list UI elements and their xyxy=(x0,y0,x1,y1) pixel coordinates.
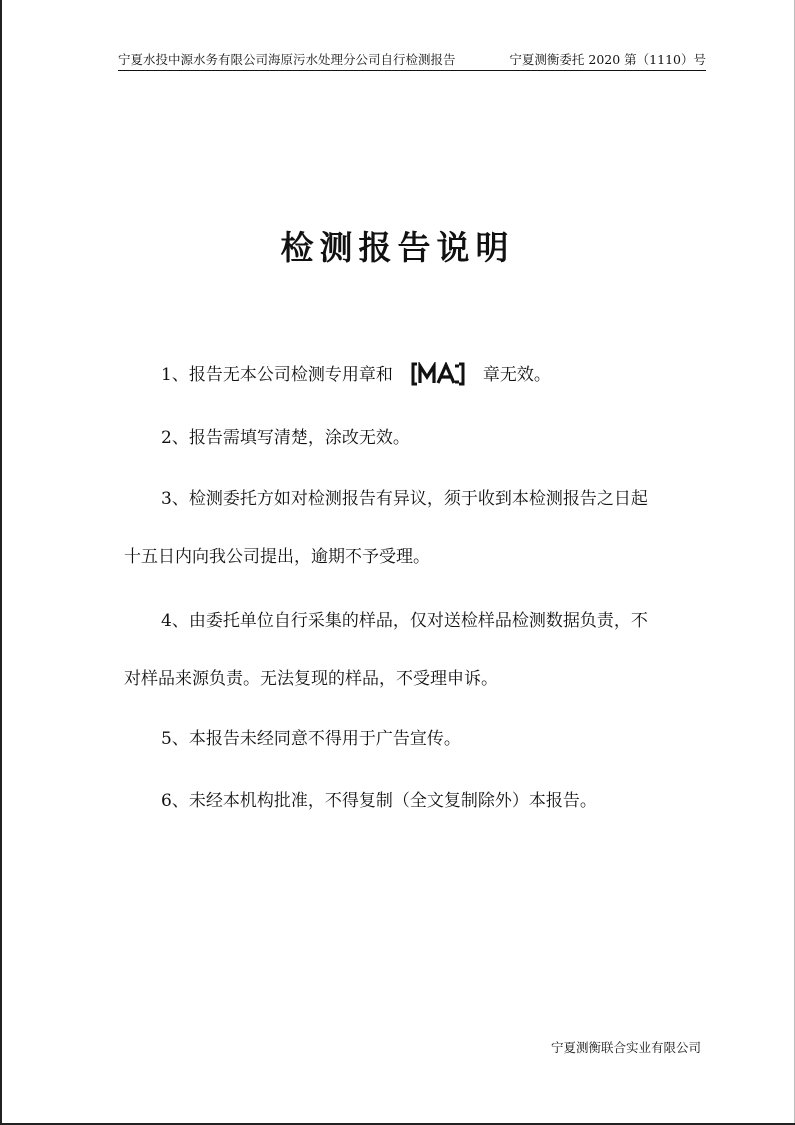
cma-mark-icon xyxy=(411,362,465,386)
header-rule xyxy=(118,70,706,71)
note-item-4-line-2: 对样品来源负责。无法复现的样品，不受理申诉。 xyxy=(124,669,498,689)
note-item-3-line-2: 十五日内向我公司提出，逾期不予受理。 xyxy=(124,547,430,567)
header-report-number: 宁夏测衡委托 2020 第（1110）号 xyxy=(509,52,706,67)
note-item-1-text-before: 1、报告无本公司检测专用章和 xyxy=(161,365,393,385)
page-title: 检测报告说明 xyxy=(280,228,515,267)
note-item-5: 5、本报告未经同意不得用于广告宣传。 xyxy=(161,729,461,749)
page-border-left xyxy=(0,0,2,1125)
note-item-1 xyxy=(161,360,551,388)
header-report-name: 宁夏水投中源水务有限公司海原污水处理分公司自行检测报告 xyxy=(118,52,456,67)
note-item-3-line-1: 3、检测委托方如对检测报告有异议，须于收到本检测报告之日起 xyxy=(161,489,648,509)
footer-company: 宁夏测衡联合实业有限公司 xyxy=(550,1040,701,1055)
note-item-2: 2、报告需填写清楚，涂改无效。 xyxy=(161,428,410,448)
page-header xyxy=(118,50,706,70)
note-item-6: 6、未经本机构批准，不得复制（全文复制除外）本报告。 xyxy=(161,791,597,811)
note-item-1-text-after: 章无效。 xyxy=(482,365,551,385)
note-item-4-line-1: 4、由委托单位自行采集的样品，仅对送检样品检测数据负责，不 xyxy=(161,611,648,631)
